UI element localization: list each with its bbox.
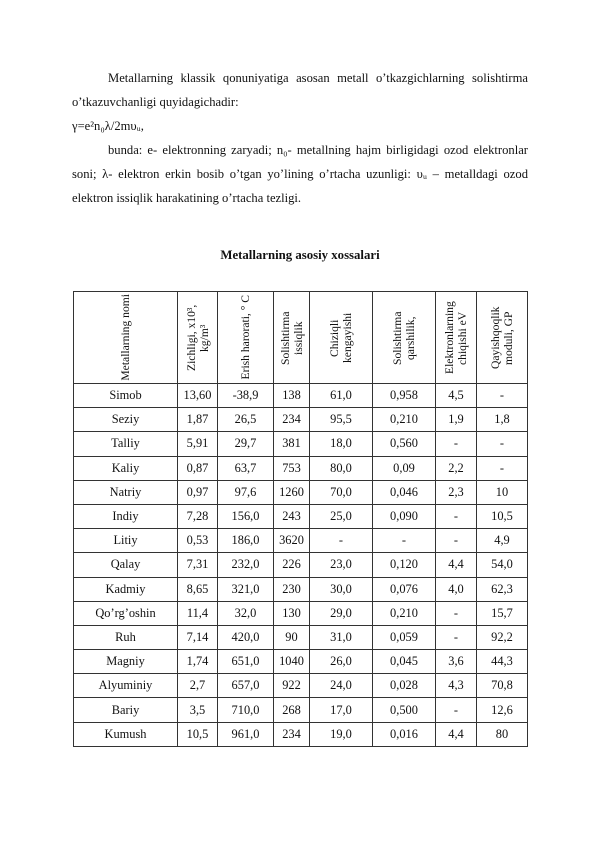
table-row xyxy=(74,577,528,601)
header-cell xyxy=(274,292,310,384)
elastic-modulus-cell: 92,2 xyxy=(477,625,528,649)
melting-point-cell: -38,9 xyxy=(218,384,274,408)
melting-point-cell: 97,6 xyxy=(218,480,274,504)
work-function-cell: 4,4 xyxy=(436,553,477,577)
table-row xyxy=(74,601,528,625)
melting-point-cell: 321,0 xyxy=(218,577,274,601)
melting-point-cell: 710,0 xyxy=(218,698,274,722)
resistivity-cell: 0,210 xyxy=(373,408,436,432)
density-cell: 7,31 xyxy=(178,553,218,577)
resistivity-cell: 0,500 xyxy=(373,698,436,722)
specific-heat-cell: 753 xyxy=(274,456,310,480)
table-row xyxy=(74,504,528,528)
melting-point-cell: 63,7 xyxy=(218,456,274,480)
header-melting-point: Erish harorati, ° C xyxy=(239,295,252,380)
table-row xyxy=(74,432,528,456)
linear-expansion-cell: 30,0 xyxy=(310,577,373,601)
header-metal-name: Metallarning nomi xyxy=(119,294,132,381)
specific-heat-cell: 226 xyxy=(274,553,310,577)
work-function-cell: - xyxy=(436,698,477,722)
header-cell xyxy=(477,292,528,384)
work-function-cell: 4,3 xyxy=(436,674,477,698)
metal-name-cell: Ruh xyxy=(74,625,178,649)
work-function-cell: 4,4 xyxy=(436,722,477,746)
work-function-cell: 4,5 xyxy=(436,384,477,408)
resistivity-cell: 0,059 xyxy=(373,625,436,649)
resistivity-cell: 0,016 xyxy=(373,722,436,746)
linear-expansion-cell: 18,0 xyxy=(310,432,373,456)
resistivity-cell: 0,076 xyxy=(373,577,436,601)
metal-name-cell: Alyuminiy xyxy=(74,674,178,698)
table-body xyxy=(74,384,528,747)
density-cell: 1,87 xyxy=(178,408,218,432)
metal-name-cell: Magniy xyxy=(74,650,178,674)
elastic-modulus-cell: 12,6 xyxy=(477,698,528,722)
linear-expansion-cell: 26,0 xyxy=(310,650,373,674)
specific-heat-cell: 243 xyxy=(274,504,310,528)
resistivity-cell: - xyxy=(373,529,436,553)
melting-point-cell: 26,5 xyxy=(218,408,274,432)
metal-name-cell: Qo’rg’oshin xyxy=(74,601,178,625)
work-function-cell: 1,9 xyxy=(436,408,477,432)
metal-name-cell: Simob xyxy=(74,384,178,408)
header-cell xyxy=(436,292,477,384)
work-function-cell: - xyxy=(436,625,477,649)
density-cell: 3,5 xyxy=(178,698,218,722)
elastic-modulus-cell: 15,7 xyxy=(477,601,528,625)
linear-expansion-cell: 80,0 xyxy=(310,456,373,480)
metal-properties-table xyxy=(73,291,528,747)
metal-name-cell: Kumush xyxy=(74,722,178,746)
table-row xyxy=(74,553,528,577)
metal-name-cell: Seziy xyxy=(74,408,178,432)
resistivity-cell: 0,120 xyxy=(373,553,436,577)
melting-point-cell: 29,7 xyxy=(218,432,274,456)
header-resistivity: Solishtirma qarshilik, xyxy=(391,310,417,365)
intro-paragraph: Metallarning klassik qonuniyatiga asosan metall o’tkazgichlarning solishtirma o’tkazuvchanligi quyidagichadir: xyxy=(72,71,528,109)
table-title: Metallarning asosiy xossalari xyxy=(220,248,380,262)
work-function-cell: 3,6 xyxy=(436,650,477,674)
density-cell: 13,60 xyxy=(178,384,218,408)
melting-point-cell: 156,0 xyxy=(218,504,274,528)
metal-name-cell: Natriy xyxy=(74,480,178,504)
metal-name-cell: Talliy xyxy=(74,432,178,456)
linear-expansion-cell: 25,0 xyxy=(310,504,373,528)
elastic-modulus-cell: 44,3 xyxy=(477,650,528,674)
formula-line: γ=e²n₀λ/2mυᵤ, xyxy=(72,119,144,133)
specific-heat-cell: 234 xyxy=(274,722,310,746)
work-function-cell: 4,0 xyxy=(436,577,477,601)
table-row xyxy=(74,625,528,649)
header-cell xyxy=(310,292,373,384)
melting-point-cell: 961,0 xyxy=(218,722,274,746)
melting-point-cell: 420,0 xyxy=(218,625,274,649)
metal-name-cell: Kadmiy xyxy=(74,577,178,601)
linear-expansion-cell: 17,0 xyxy=(310,698,373,722)
density-cell: 2,7 xyxy=(178,674,218,698)
table-row xyxy=(74,529,528,553)
work-function-cell: - xyxy=(436,529,477,553)
specific-heat-cell: 234 xyxy=(274,408,310,432)
metal-name-cell: Bariy xyxy=(74,698,178,722)
header-specific-heat: Solishtirma issiqlik xyxy=(278,310,305,365)
resistivity-cell: 0,560 xyxy=(373,432,436,456)
density-cell: 11,4 xyxy=(178,601,218,625)
elastic-modulus-cell: 10 xyxy=(477,480,528,504)
density-cell: 5,91 xyxy=(178,432,218,456)
elastic-modulus-cell: 80 xyxy=(477,722,528,746)
linear-expansion-cell: 23,0 xyxy=(310,553,373,577)
resistivity-cell: 0,090 xyxy=(373,504,436,528)
melting-point-cell: 651,0 xyxy=(218,650,274,674)
specific-heat-cell: 1260 xyxy=(274,480,310,504)
specific-heat-cell: 3620 xyxy=(274,529,310,553)
elastic-modulus-cell: - xyxy=(477,456,528,480)
work-function-cell: - xyxy=(436,504,477,528)
metal-name-cell: Indiy xyxy=(74,504,178,528)
elastic-modulus-cell: - xyxy=(477,384,528,408)
resistivity-cell: 0,045 xyxy=(373,650,436,674)
table-row xyxy=(74,384,528,408)
work-function-cell: 2,2 xyxy=(436,456,477,480)
header-linear-expansion: Chiziqli kengayishi xyxy=(328,312,354,363)
table-row xyxy=(74,408,528,432)
density-cell: 8,65 xyxy=(178,577,218,601)
metal-name-cell: Qalay xyxy=(74,553,178,577)
specific-heat-cell: 138 xyxy=(274,384,310,408)
work-function-cell: - xyxy=(436,601,477,625)
metal-name-cell: Litiy xyxy=(74,529,178,553)
work-function-cell: 2,3 xyxy=(436,480,477,504)
specific-heat-cell: 922 xyxy=(274,674,310,698)
table-row xyxy=(74,480,528,504)
elastic-modulus-cell: 10,5 xyxy=(477,504,528,528)
table-row xyxy=(74,722,528,746)
elastic-modulus-cell: 4,9 xyxy=(477,529,528,553)
density-cell: 10,5 xyxy=(178,722,218,746)
linear-expansion-cell: 61,0 xyxy=(310,384,373,408)
metal-name-cell: Kaliy xyxy=(74,456,178,480)
elastic-modulus-cell: 1,8 xyxy=(477,408,528,432)
melting-point-cell: 232,0 xyxy=(218,553,274,577)
header-cell xyxy=(178,292,218,384)
resistivity-cell: 0,09 xyxy=(373,456,436,480)
table-row xyxy=(74,650,528,674)
melting-point-cell: 32,0 xyxy=(218,601,274,625)
header-row xyxy=(74,292,528,384)
melting-point-cell: 186,0 xyxy=(218,529,274,553)
header-elastic-modulus: Qayishqoqlik moduli, GP xyxy=(489,306,515,369)
density-cell: 0,97 xyxy=(178,480,218,504)
density-cell: 0,87 xyxy=(178,456,218,480)
header-cell xyxy=(218,292,274,384)
specific-heat-cell: 230 xyxy=(274,577,310,601)
linear-expansion-cell: - xyxy=(310,529,373,553)
density-cell: 1,74 xyxy=(178,650,218,674)
header-work-function: Elektronlarning chiqishi eV xyxy=(443,301,469,374)
linear-expansion-cell: 95,5 xyxy=(310,408,373,432)
work-function-cell: - xyxy=(436,432,477,456)
header-density: Zichligi, x10³, kg/m³ xyxy=(184,304,211,371)
density-cell: 7,14 xyxy=(178,625,218,649)
elastic-modulus-cell: 62,3 xyxy=(477,577,528,601)
density-cell: 0,53 xyxy=(178,529,218,553)
specific-heat-cell: 90 xyxy=(274,625,310,649)
resistivity-cell: 0,046 xyxy=(373,480,436,504)
table-row xyxy=(74,674,528,698)
header-cell xyxy=(74,292,178,384)
table-row xyxy=(74,456,528,480)
linear-expansion-cell: 31,0 xyxy=(310,625,373,649)
header-cell xyxy=(373,292,436,384)
elastic-modulus-cell: 54,0 xyxy=(477,553,528,577)
resistivity-cell: 0,210 xyxy=(373,601,436,625)
linear-expansion-cell: 19,0 xyxy=(310,722,373,746)
table-row xyxy=(74,698,528,722)
elastic-modulus-cell: - xyxy=(477,432,528,456)
specific-heat-cell: 130 xyxy=(274,601,310,625)
resistivity-cell: 0,958 xyxy=(373,384,436,408)
specific-heat-cell: 268 xyxy=(274,698,310,722)
resistivity-cell: 0,028 xyxy=(373,674,436,698)
specific-heat-cell: 1040 xyxy=(274,650,310,674)
elastic-modulus-cell: 70,8 xyxy=(477,674,528,698)
linear-expansion-cell: 29,0 xyxy=(310,601,373,625)
definitions-paragraph: bunda: e- elektronning zaryadi; n₀- metallning hajm birligidagi ozod elektronlar soni; λ- elektron erkin bosib o’tgan yo’lining o’rtacha uzunligi: υᵤ – metalldagi ozod elektron issiqlik harakatining o’rtacha tezligi. xyxy=(72,143,528,205)
specific-heat-cell: 381 xyxy=(274,432,310,456)
melting-point-cell: 657,0 xyxy=(218,674,274,698)
linear-expansion-cell: 70,0 xyxy=(310,480,373,504)
density-cell: 7,28 xyxy=(178,504,218,528)
linear-expansion-cell: 24,0 xyxy=(310,674,373,698)
